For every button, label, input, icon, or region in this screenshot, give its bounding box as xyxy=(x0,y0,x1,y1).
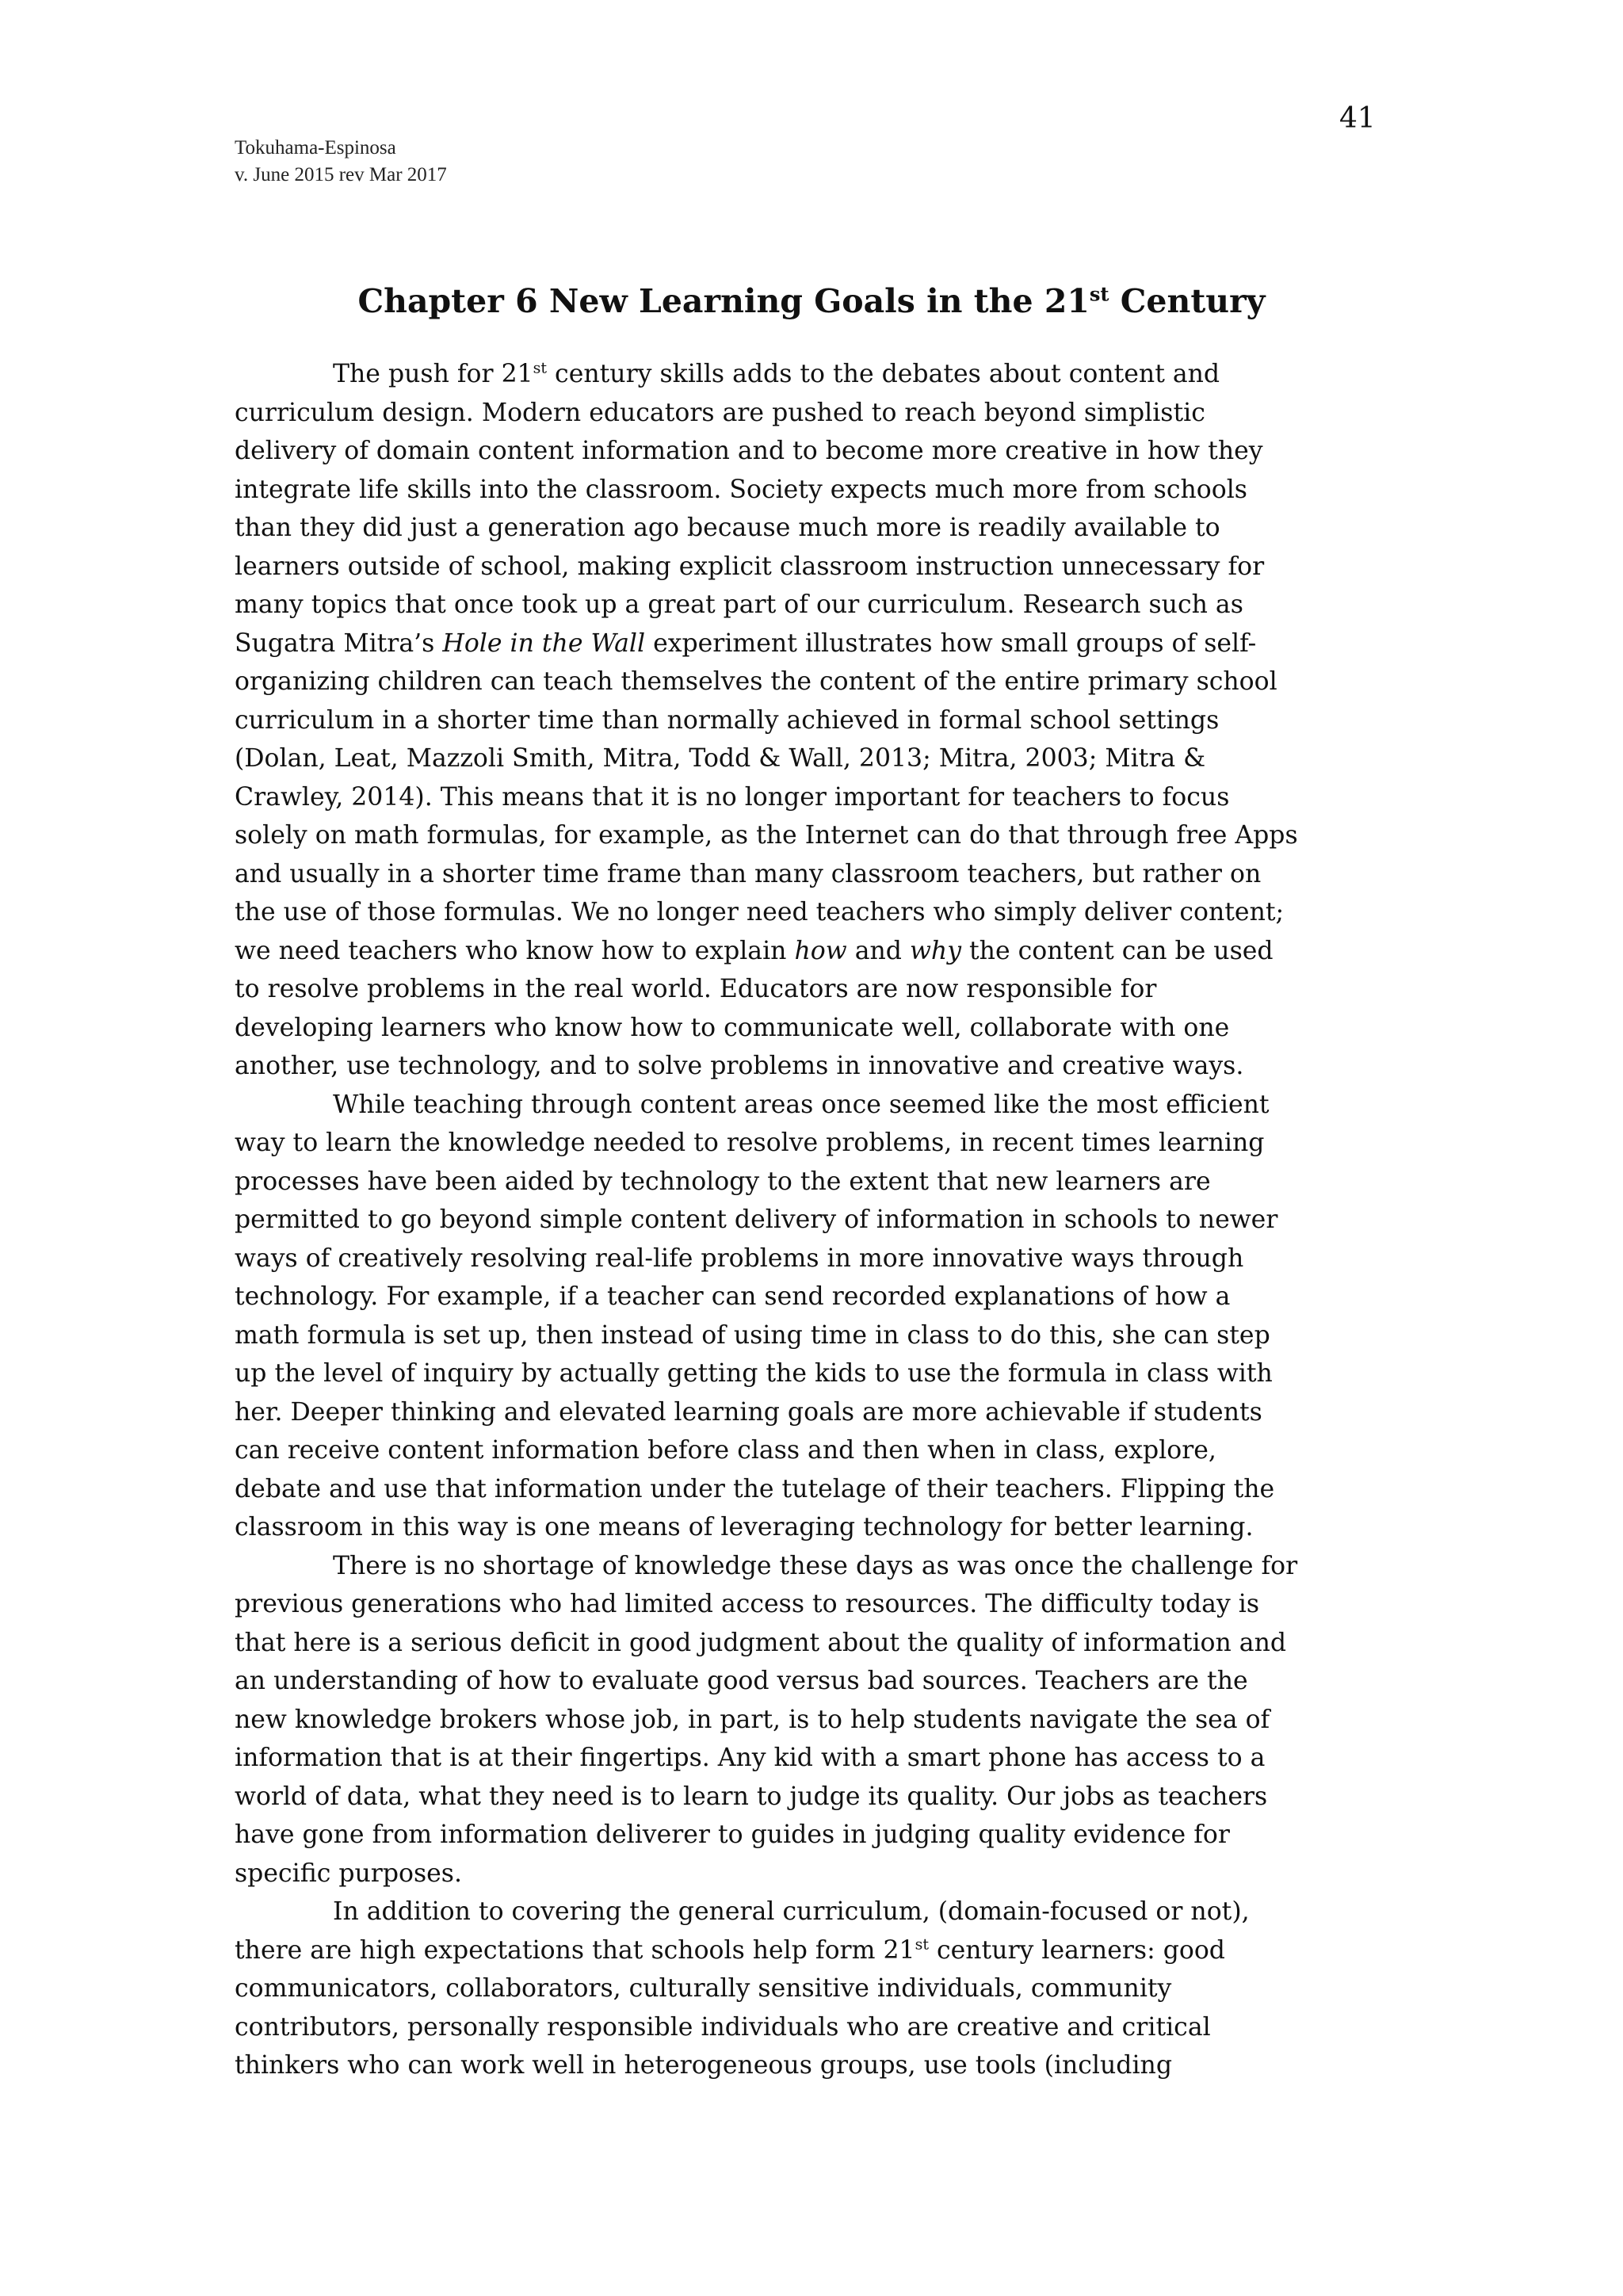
text-segment: her. Deeper thinking and elevated learning goals are more achievable if students xyxy=(235,1397,1262,1427)
text-line xyxy=(235,855,1407,894)
text-segment: century skills adds to the debates about content and xyxy=(547,360,1220,388)
italic-text: why xyxy=(909,936,961,965)
text-line xyxy=(235,548,1407,586)
text-line xyxy=(235,1739,1407,1778)
italic-text: how xyxy=(794,936,847,965)
text-segment: (Dolan, Leat, Mazzoli Smith, Mitra, Todd & Wall, 2013; Mitra, 2003; Mitra & xyxy=(235,744,1206,773)
text-segment: we need teachers who know how to explain xyxy=(235,936,795,965)
text-line xyxy=(235,701,1407,740)
superscript-text: st xyxy=(533,359,548,377)
chapter-title-superscript: st xyxy=(1089,282,1109,306)
text-line xyxy=(235,1931,1407,1970)
text-line xyxy=(235,1047,1407,1086)
superscript-text: st xyxy=(915,1935,929,1953)
chapter-title-end: Century xyxy=(1109,282,1266,320)
text-segment: There is no shortage of knowledge these days as was once the challenge for xyxy=(333,1551,1298,1580)
text-line xyxy=(235,1009,1407,1048)
text-segment: many topics that once took up a great part of our curriculum. Research such as xyxy=(235,590,1243,619)
text-segment: delivery of domain content information and to become more creative in how they xyxy=(235,437,1263,465)
text-line xyxy=(235,1240,1407,1278)
text-line xyxy=(235,816,1407,855)
text-segment: previous generations who had limited access to resources. The difficulty today is xyxy=(235,1590,1260,1618)
text-segment: processes have been aided by technology to the extent that new learners are xyxy=(235,1167,1211,1196)
text-segment: and usually in a shorter time frame than many classroom teachers, but rather on xyxy=(235,859,1262,888)
text-line xyxy=(235,1778,1407,1817)
text-segment: new knowledge brokers whose job, in part, is to help students navigate the sea of xyxy=(235,1705,1270,1734)
text-segment: that here is a serious deficit in good judgment about the quality of information and xyxy=(235,1628,1287,1657)
text-line xyxy=(235,1201,1407,1240)
text-segment: the use of those formulas. We no longer need teachers who simply deliver content; xyxy=(235,898,1285,926)
text-segment: The push for 21 xyxy=(333,360,533,388)
text-line xyxy=(235,2046,1407,2085)
text-segment: solely on math formulas, for example, as the Internet can do that through free Apps xyxy=(235,821,1298,850)
text-line xyxy=(235,1163,1407,1201)
text-line xyxy=(235,471,1407,510)
chapter-title-main: Chapter 6 New Learning Goals in the 21 xyxy=(357,282,1090,320)
text-segment: Sugatra Mitra’s xyxy=(235,628,443,658)
body-text xyxy=(235,355,1407,2085)
text-line xyxy=(235,1431,1407,1470)
paragraph-first-line xyxy=(235,1547,1407,1586)
text-line xyxy=(235,1969,1407,2008)
paragraph-first-line xyxy=(235,355,1407,394)
text-line xyxy=(235,1508,1407,1547)
header-version: v. June 2015 rev Mar 2017 xyxy=(235,164,447,185)
text-segment: Crawley, 2014). This means that it is no longer important for teachers to focus xyxy=(235,782,1230,812)
text-segment: thinkers who can work well in heterogeneous groups, use tools (including xyxy=(235,2051,1172,2080)
text-segment: classroom in this way is one means of leveraging technology for better learning. xyxy=(235,1513,1254,1541)
paragraph-first-line xyxy=(235,1086,1407,1125)
text-line xyxy=(235,2008,1407,2047)
header-author: Tokuhama-Espinosa xyxy=(235,137,396,159)
text-line xyxy=(235,1585,1407,1624)
text-line xyxy=(235,932,1407,971)
page-number: 41 xyxy=(1339,102,1376,135)
text-segment: developing learners who know how to communicate well, collaborate with one xyxy=(235,1013,1230,1042)
text-segment: world of data, what they need is to learn to judge its quality. Our jobs as teachers xyxy=(235,1782,1268,1811)
running-header xyxy=(235,135,447,189)
text-segment: up the level of inquiry by actually getting the kids to use the formula in class with xyxy=(235,1359,1273,1388)
text-segment: ways of creatively resolving real-life problems in more innovative ways through xyxy=(235,1244,1244,1273)
text-segment: math formula is set up, then instead of using time in class to do this, she can step xyxy=(235,1320,1270,1350)
chapter-title xyxy=(0,277,1623,325)
text-segment: curriculum in a shorter time than normally achieved in formal school settings xyxy=(235,705,1220,735)
text-segment: information that is at their fingertips. Any kid with a smart phone has access to a xyxy=(235,1744,1266,1772)
text-segment: to resolve problems in the real world. Educators are now responsible for xyxy=(235,975,1157,1003)
text-segment: In addition to covering the general curriculum, (domain-focused or not), xyxy=(333,1897,1250,1926)
text-segment: permitted to go beyond simple content delivery of information in schools to newer xyxy=(235,1205,1278,1234)
text-segment: debate and use that information under the tutelage of their teachers. Flipping the xyxy=(235,1474,1275,1503)
text-segment: experiment illustrates how small groups of self- xyxy=(645,628,1257,658)
text-segment: can receive content information before class and then when in class, explore, xyxy=(235,1436,1216,1465)
text-segment: curriculum design. Modern educators are pushed to reach beyond simplistic xyxy=(235,398,1205,427)
text-line xyxy=(235,586,1407,625)
text-line xyxy=(235,1701,1407,1740)
text-line xyxy=(235,1354,1407,1393)
text-line xyxy=(235,739,1407,778)
text-line xyxy=(235,509,1407,548)
text-line xyxy=(235,1278,1407,1316)
text-segment: the content can be used xyxy=(961,936,1274,965)
text-line xyxy=(235,1855,1407,1893)
text-line xyxy=(235,1470,1407,1509)
text-line xyxy=(235,1624,1407,1663)
text-segment: have gone from information deliverer to guides in judging quality evidence for xyxy=(235,1820,1230,1849)
text-segment: and xyxy=(846,936,910,965)
text-segment: there are high expectations that schools help form 21 xyxy=(235,1935,915,1965)
text-line xyxy=(235,663,1407,701)
italic-text: Hole in the Wall xyxy=(442,628,646,658)
text-segment: another, use technology, and to solve problems in innovative and creative ways. xyxy=(235,1052,1244,1080)
text-line xyxy=(235,1124,1407,1163)
text-line xyxy=(235,1316,1407,1355)
paragraph-first-line xyxy=(235,1893,1407,1931)
text-segment: an understanding of how to evaluate good versus bad sources. Teachers are the xyxy=(235,1667,1248,1695)
text-line xyxy=(235,432,1407,471)
text-segment: than they did just a generation ago because much more is readily available to xyxy=(235,514,1220,542)
text-segment: While teaching through content areas once seemed like the most efficient xyxy=(333,1090,1270,1119)
text-segment: communicators, collaborators, culturally sensitive individuals, community xyxy=(235,1974,1172,2003)
text-segment: specific purposes. xyxy=(235,1859,462,1888)
text-line xyxy=(235,970,1407,1009)
text-line xyxy=(235,893,1407,932)
text-line xyxy=(235,1816,1407,1855)
text-segment: century learners: good xyxy=(928,1935,1225,1965)
text-segment: technology. For example, if a teacher can send recorded explanations of how a xyxy=(235,1282,1231,1311)
text-line xyxy=(235,394,1407,433)
text-line xyxy=(235,625,1407,663)
text-segment: organizing children can teach themselves the content of the entire primary school xyxy=(235,667,1277,696)
text-segment: integrate life skills into the classroom. Society expects much more from schools xyxy=(235,475,1247,504)
text-segment: way to learn the knowledge needed to resolve problems, in recent times learning xyxy=(235,1129,1265,1157)
text-line xyxy=(235,1662,1407,1701)
text-line xyxy=(235,1393,1407,1432)
text-segment: learners outside of school, making explicit classroom instruction unnecessary for xyxy=(235,552,1265,581)
text-segment: contributors, personally responsible individuals who are creative and critical xyxy=(235,2012,1211,2042)
text-line xyxy=(235,778,1407,817)
